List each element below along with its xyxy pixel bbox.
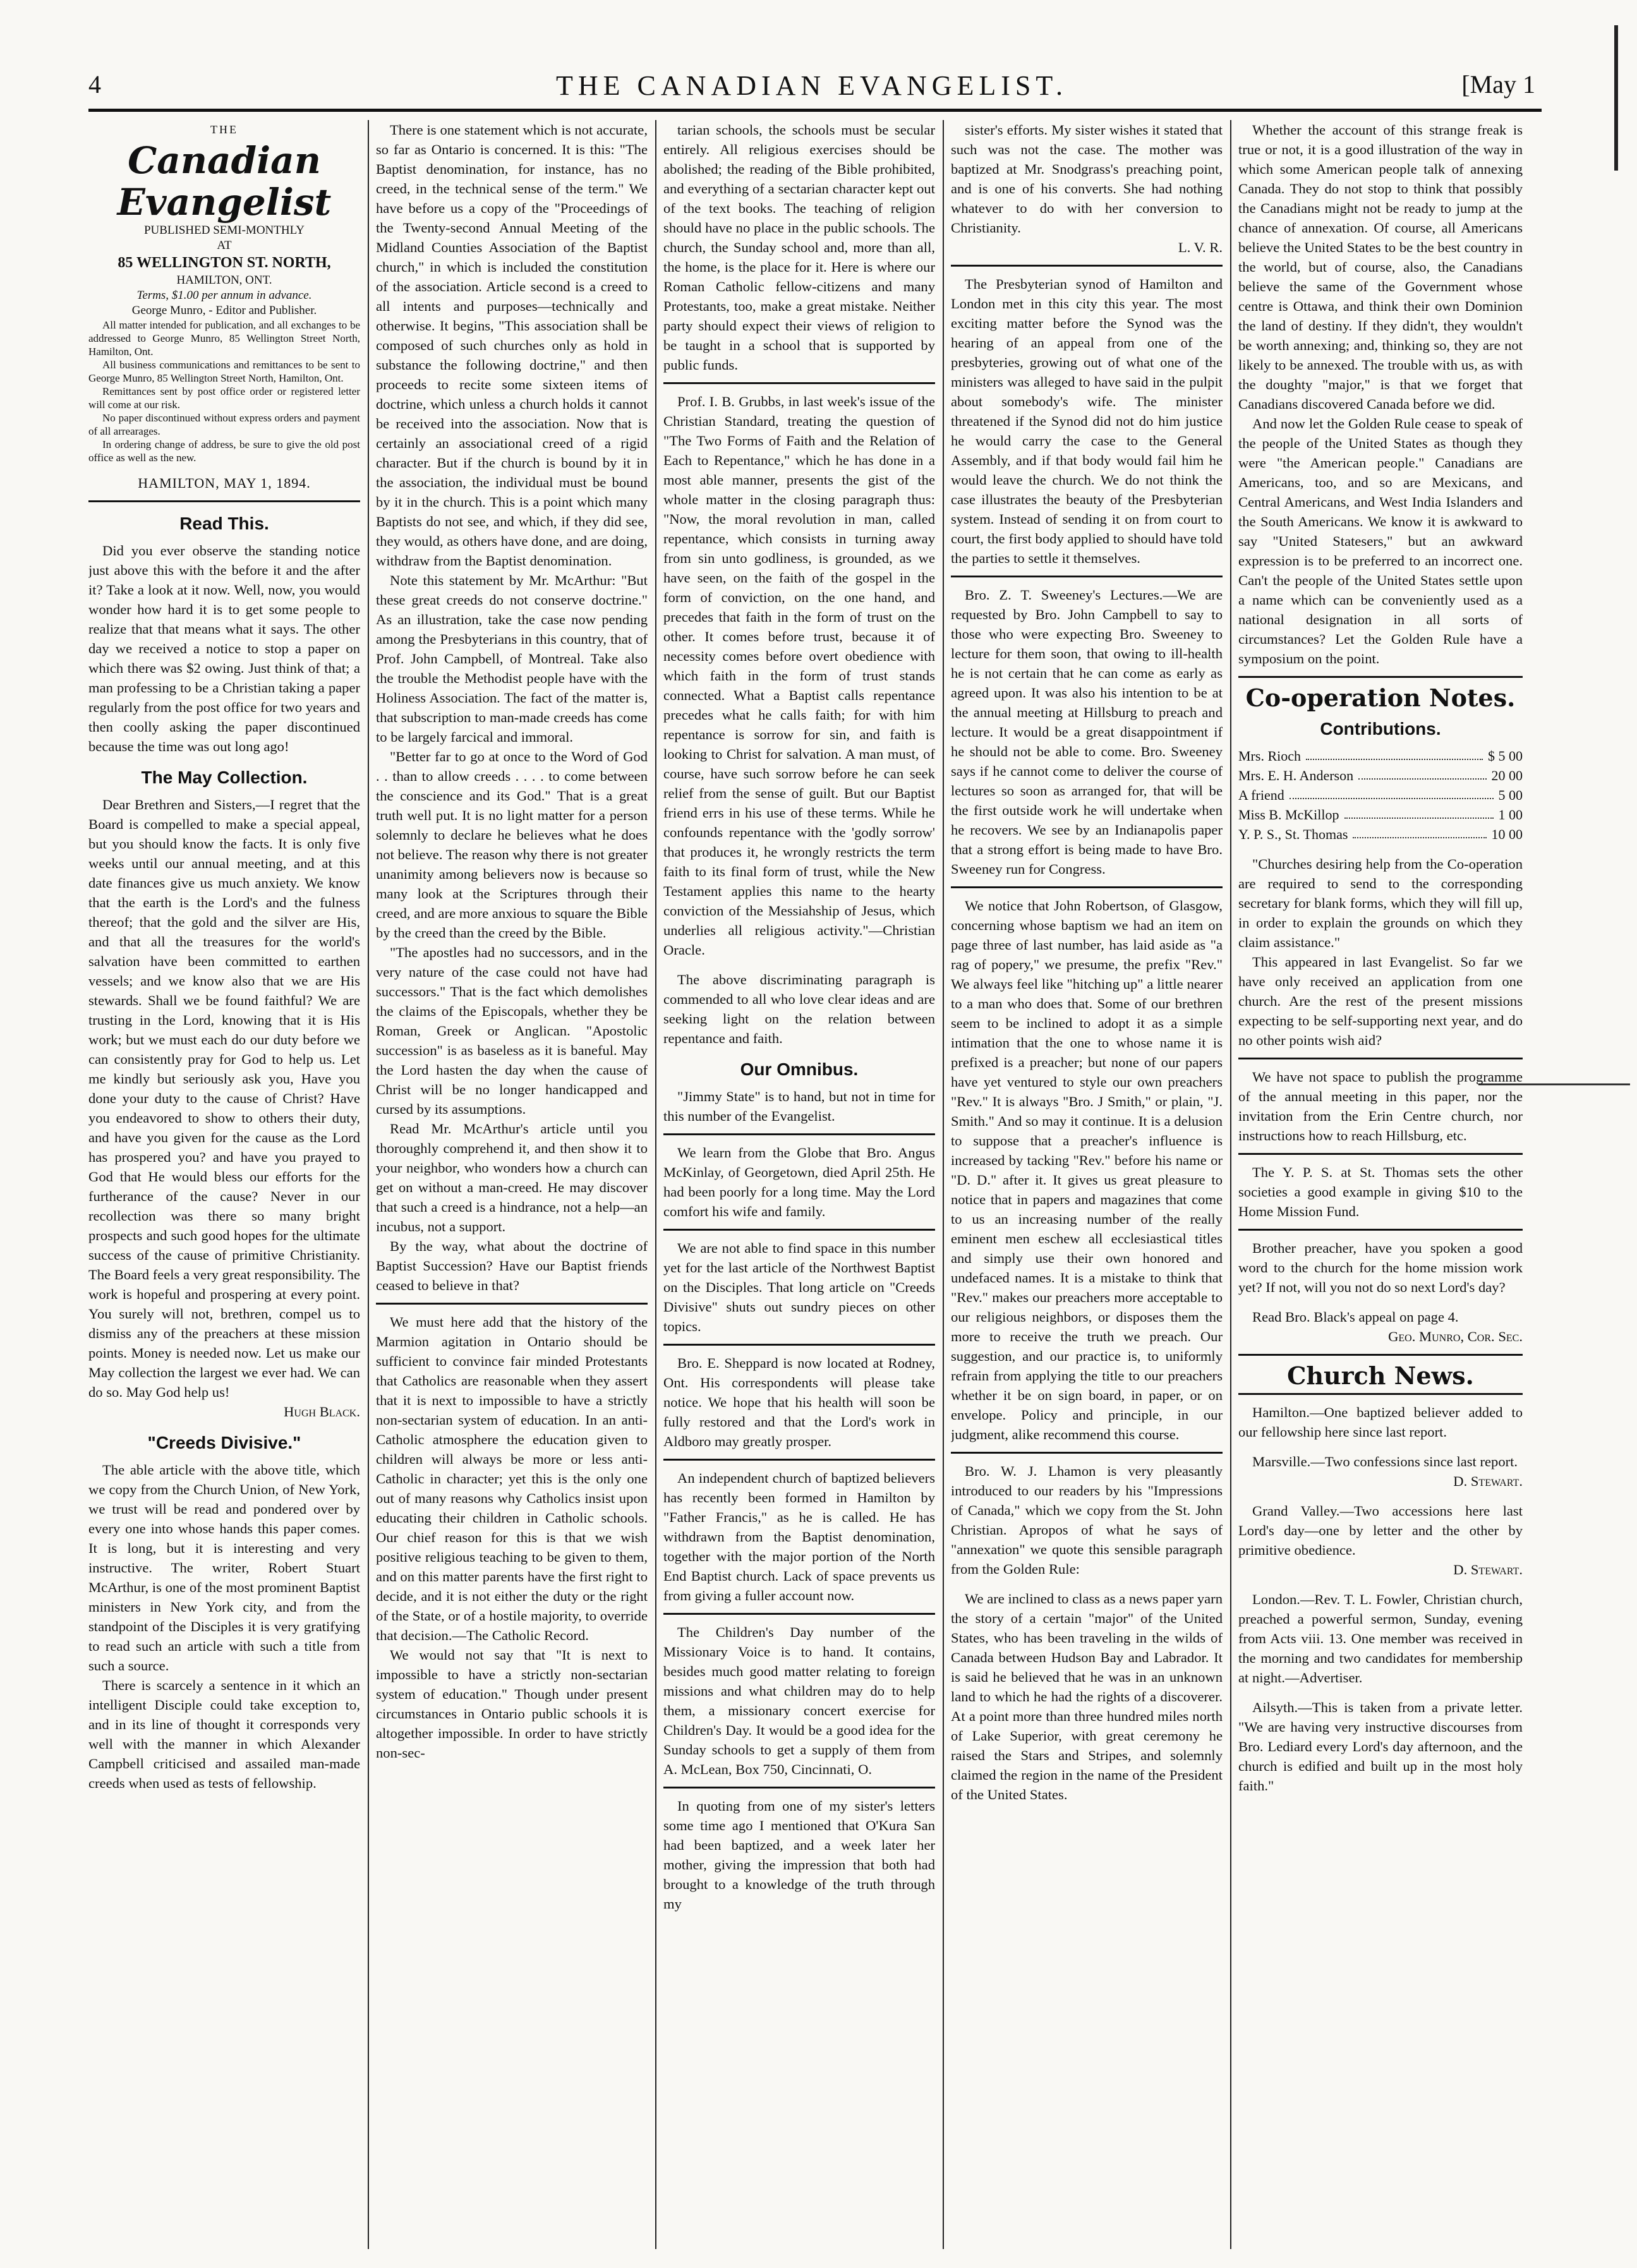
article-paragraph: This appeared in last Evangelist. So far we have only received an application from one church. Are the rest of the present missions expecting to be self-supporting next year, and do no other points wish aid? [1238, 954, 1523, 1048]
article-paragraph: The Y. P. S. at St. Thomas sets the other societies a good example in giving $10 to the Home Mission Fund. [1238, 1164, 1523, 1219]
masthead-terms: Terms, $1.00 per annum in advance. [136, 289, 312, 302]
columns [88, 120, 1548, 2262]
article-paragraph: The above discriminating paragraph is commended to all who love clear ideas and are seeking light on the relation between repentance and faith. [663, 972, 935, 1046]
column-1 [88, 120, 360, 2249]
article-paragraph: Bro. Z. T. Sweeney's Lectures.—We are requested by Bro. John Campbell to say to those who were expecting Bro. Sweeney to lecture for them soon, that owing to ill-health he is not certain that he can come as early as agreed upon. It was also his intention to be at the annual meeting at Hillsburg to preach and lecture. It would be a great disappointment if he should not be able to come. Bro. Sweeney says if he cannot come to deliver the course of lectures so soon as arranged for, that will be the first outside work he will undertake when he recovers. We see by an Indianapolis paper that a strong effort is being made to have Bro. Sweeney run for Congress. [951, 587, 1223, 877]
masthead-published: PUBLISHED SEMI-MONTHLY [143, 224, 305, 237]
article-paragraph: Grand Valley.—Two accessions here last Lord's day—one by letter and the other by primitive obedience. [1238, 1503, 1523, 1558]
separator [663, 1133, 935, 1135]
heading-creeds-divisive: "Creeds Divisive." [147, 1433, 301, 1452]
notice: All matter intended for publication, and all exchanges to be addressed to George Munro, 85 Wellington Street North, Hamilton, Ont. [88, 319, 360, 358]
contribution-row [1238, 824, 1523, 844]
separator [951, 1452, 1223, 1454]
article-paragraph: We are not able to find space in this number yet for the last article of the Northwest Baptist on the Disciples. That long article on "Creeds Divisive" shuts out sundry pieces on other topics. [663, 1240, 935, 1334]
article-paragraph: Did you ever observe the standing notice just above this with the before it and the after it? Take a look at it now. Well, now, you would wonder how hard it is to get some people to realize that that means what it says. The other day we received a notice to stop a paper on which there was $2 owing. Just think of that; a man professing to be a Christian taking a paper regularly from the post office for two years and then coolly asking the paper discontinued because the time was out long ago! [88, 543, 360, 754]
article-paragraph: The Presbyterian synod of Hamilton and London met in this city this year. The most exciting matter before the Synod was the hearing of an appeal from one of the presbyteries, growing out of what one of the ministers was alleged to have said in the pulpit about somebody's wife. The minister threatened if the Synod did not do him justice he would carry the case to the General Assembly, and if that body would fail him he would leave the church. We do not think the case illustrates the beauty of the Presbyterian system. Instead of sending it on from court to court, the first body applied to should have told the parties to settle it themselves. [951, 276, 1223, 566]
separator [1238, 1393, 1523, 1395]
contribution-amount: 5 00 [1498, 787, 1523, 803]
contributor-name: A friend [1238, 787, 1284, 803]
separator [1238, 1058, 1523, 1059]
heading-may-collection: The May Collection. [141, 768, 308, 787]
article-paragraph: Bro. E. Sheppard is now located at Rodney, Ont. His correspondents will please take notice. We hope that his health will soon be fully restored and that the Lord's work in Aldboro may greatly prosper. [663, 1355, 935, 1449]
heading-contributions: Contributions. [1320, 719, 1441, 739]
column-rule [1230, 120, 1231, 2249]
article-paragraph: "The apostles had no successors, and in the very nature of the case could not have had successors." That is the fact which demolishes the claims of the Episcopals, whether they be Roman, Greek or Anglican. "Apostolic succession" is as baseless as it is baneful. May the Lord hasten the day when the cause of Christ will be no longer handicapped and cursed by its assumptions. [376, 944, 648, 1117]
signature: D. Stewart. [1453, 1562, 1523, 1577]
contribution-row [1238, 746, 1523, 766]
separator [1238, 1229, 1523, 1231]
article-paragraph: The Children's Day number of the Missionary Voice is to hand. It contains, besides much good matter relating to foreign missions and what children may do to help them, a missionary concert exercise for Children's Day. It would be a good idea for the Sunday schools to get a supply of them from A. McLean, Box 750, Cincinnati, O. [663, 1624, 935, 1777]
article-paragraph: Read Mr. McArthur's article until you thoroughly comprehend it, and then show it to your neighbor, who wonders how a church can get on without a man-creed. He may discover that such a creed is a hindrance, not a help—an incubus, not a support. [376, 1121, 648, 1234]
contribution-row [1238, 785, 1523, 805]
separator [951, 265, 1223, 267]
article-paragraph: We notice that John Robertson, of Glasgow, concerning whose baptism we had an item on page three of last number, has laid aside as "a rag of popery," we presume, the prefix "Rev." We always feel like "hitching up" a little nearer to a man who does that. Some of our brethren seem to be inclined to adopt it as a simple intimation that the one to whose name it is prefixed is a preacher; but none of our papers have yet ventured to style our own preachers "Rev." It is always "Bro. J Smith," or plain, "J. Smith." And so may it continue. It is a delusion to suppose that a preacher's influence is increased by tacking "Rev." before his name or "D. D." after it. It gives us great pleasure to notice that in papers and magazines that come to us an increasing number of the really eminent men eschew all ecclesiastical titles and simply use their own honored and undefaced names. It is a mistake to think that "Rev." makes our preachers more acceptable to our religious neighbors, or disposes them the more to receive the truth we preach. Our suggestion, and our practice is, to uniformly refrain from applying the title to our preachers whether it be on sign board, in paper, or on envelope. Policy and principle, in our judgment, alike recommend this course. [951, 898, 1223, 1442]
signature: L. V. R. [1178, 239, 1223, 255]
article-paragraph: And now let the Golden Rule cease to speak of the people of the United States as though they were "the American people." Canadians are Americans, too, and so are Mexicans, and Central Americans, and West India Islanders and the South Americans. We know it is awkward to say "United Statesers," but an awkward expression is to be preferred to an incorrect one. Can't the people of the United States settle upon a name which can be conveniently used as a national designation in all sorts of circumstances? Let the Golden Rule have a symposium on the point. [1238, 416, 1523, 667]
column-3 [663, 120, 935, 2249]
notice: All business communications and remittances to be sent to George Munro, 85 Wellington Street North, Hamilton, Ont. [88, 359, 360, 384]
article-paragraph: Prof. I. B. Grubbs, in last week's issue of the Christian Standard, treating the question of "The Two Forms of Faith and the Relation of Each to Repentance," which he has done in a most able manner, presents the gist of the whole matter in the closing paragraph thus: "Now, the moral revolution in man, called repentance, which consists in turning away from sin unto godliness, is grounded, as we have seen, on the faith of the gospel in the form of conviction, on the one hand, and precedes that faith in the form of trust on the other. It comes before trust, because it of necessity comes before overt obedience with which faith in the form of trust stands connected. What a Baptist calls repentance precedes what he calls faith; for with him repentance is sorrow for sin, and faith is looking to Christ for salvation. A man must, of course, have such sorrow before he can seek relief from the sense of guilt. But our Baptist friend errs in his use of these terms. While he confounds repentance with the 'godly sorrow' that produces it, he wrongly restricts the term faith to its final form of trust, while the New Testament applies this name to the hearty conviction of the Messiahship of Jesus, which underlies all religious activity."—Christian Oracle. [663, 394, 935, 958]
header-rule [88, 109, 1542, 112]
separator [663, 1459, 935, 1461]
masthead-name: Canadian Evangelist [117, 139, 332, 224]
article-paragraph: There is one statement which is not accurate, so far as Ontario is concerned. It is this: "The Baptist denomination, for instance, has no creed, in the technical sense of the term." We have before us a copy of the "Proceedings of the Twenty-second Annual Meeting of the Midland Counties Association of the Baptist church," in which is included the constitution of the association. Article second is a creed to all intents and purposes—technically and otherwise. It begins, "This association shall be composed of such churches only as hold in substance the following doctrine," and then proceeds to recite some sixteen items of doctrine, which unless a church holds it cannot be received into the association. Now that is certainly an associational creed of a rigid character. But if the church is bound by it in the association, the individual must be bound by it in the church. This is a point which many Baptists do not see, and which, if they did see, they would, as others have done, and are doing, withdraw from the Baptist denomination. [376, 122, 648, 569]
masthead-city: HAMILTON, ONT. [176, 274, 272, 287]
heading-our-omnibus: Our Omnibus. [740, 1059, 859, 1079]
separator [1238, 1153, 1523, 1155]
article-paragraph: "Jimmy State" is to hand, but not in time for this number of the Evangelist. [663, 1089, 935, 1124]
issue-date: [May 1 [1461, 70, 1535, 99]
column-4 [951, 120, 1223, 2249]
page-header [88, 69, 1535, 107]
masthead-editor: George Munro, - Editor and Publisher. [131, 304, 317, 317]
page-number: 4 [88, 70, 101, 99]
notice: Remittances sent by post office order or registered letter will come at our risk. [88, 385, 360, 411]
contribution-row [1238, 766, 1523, 785]
article-paragraph: "Churches desiring help from the Co-operation are required to send to the corresponding secretary for blank forms, which they will fill up, in order to explain the grounds on which they claim assistance." [1238, 856, 1523, 950]
article-paragraph: tarian schools, the schools must be secular entirely. All religious exercises should be abolished; the reading of the Bible prohibited, and everything of a sectarian character kept out of the text books. The teaching of religion should have no place in the public schools. The church, the Sunday school and, more than all, the home, is the place for it. Here is where our Roman Catholic fellow-citizens and many Protestants, too, make a great mistake. Neither party should expect their views of religion to be taught in a school that is supported by public funds. [663, 122, 935, 373]
contributions-list [1238, 746, 1523, 844]
article-paragraph: By the way, what about the doctrine of Baptist Succession? Have our Baptist friends ceased to believe in that? [376, 1238, 648, 1293]
article-paragraph: We learn from the Globe that Bro. Angus McKinlay, of Georgetown, died April 25th. He had been poorly for a long time. May the Lord comfort his wife and family. [663, 1145, 935, 1219]
article-paragraph: Read Bro. Black's appeal on page 4. [1252, 1309, 1459, 1325]
masthead-address: 85 WELLINGTON ST. NORTH, [118, 255, 331, 271]
column-5 [1238, 120, 1523, 2249]
dateline: HAMILTON, MAY 1, 1894. [138, 475, 311, 491]
contribution-amount: 1 00 [1498, 807, 1523, 823]
contribution-amount: 20 00 [1491, 768, 1523, 783]
separator [88, 500, 360, 502]
article-paragraph: There is scarcely a sentence in it which an intelligent Disciple could take exception to, and in its line of thought it corresponds very well with the manner in which Alexander Campbell criticised and assailed man-made creeds when used as tests of fellowship. [88, 1677, 360, 1791]
article-paragraph: London.—Rev. T. L. Fowler, Christian church, preached a powerful sermon, Sunday, evening from Acts viii. 13. One member was received in the morning and two candidates for membership at night.—Advertiser. [1238, 1591, 1523, 1686]
article-paragraph: Bro. W. J. Lhamon is very pleasantly introduced to our readers by his "Impressions of Canada," which we copy from the St. John Christian. Apropos of what he says of "annexation" we quote this sensible paragraph from the Golden Rule: [951, 1463, 1223, 1577]
column-rule [655, 120, 656, 2249]
article-paragraph: We are inclined to class as a news paper yarn the story of a certain "major" of the United States, who has been traveling in the wilds of Canada between Hudson Bay and Labrador. It is said he believed that he was in an unknown land to which he had the rights of a discoverer. At a point more than three hundred miles north of Lake Superior, with great ceremony he raised the Stars and Stripes, and solemnly claimed the region in the name of the President of the United States. [951, 1591, 1223, 1802]
notice: In ordering change of address, be sure to give the old post office as well as the new. [88, 438, 360, 464]
signature: Geo. Munro, Cor. Sec. [1388, 1329, 1523, 1344]
separator [376, 1303, 648, 1305]
heading-church-news: Church News. [1287, 1361, 1474, 1390]
article-paragraph: Brother preacher, have you spoken a good word to the church for the home mission work yet? If not, will you not do so next Lord's day? [1238, 1240, 1523, 1295]
article-paragraph: Hamilton.—One baptized believer added to our fellowship here since last report. [1238, 1404, 1523, 1440]
column-2 [376, 120, 648, 2249]
contribution-amount: 10 00 [1491, 826, 1523, 842]
masthead-the: THE [210, 123, 238, 136]
article-paragraph: We would not say that "It is next to impossible to have a strictly non-sectarian system of education." Though under present circumstances in Ontario public schools it is altogether impossible. In order to have strictly non-sec- [376, 1647, 648, 1761]
separator [1238, 676, 1523, 678]
separator [663, 1229, 935, 1231]
article-paragraph: Note this statement by Mr. McArthur: "But these great creeds do not conserve doctrine." As an illustration, take the case now pending among the Presbyterians in this country, that of Prof. John Campbell, of Montreal. Take also the trouble the Methodist people have with the Holiness Association. The fact of the matter is, that subscription to man-made creeds has come to be largely farcical and immoral. [376, 572, 648, 745]
paper-title: THE CANADIAN EVANGELIST. [556, 70, 1068, 101]
article-paragraph: In quoting from one of my sister's letters some time ago I mentioned that O'Kura San had been baptized, and a week later her mother, giving the impression that both had brought to a knowledge of the truth through my [663, 1798, 935, 1912]
separator [951, 886, 1223, 888]
separator [663, 1344, 935, 1346]
separator [663, 1787, 935, 1788]
article-paragraph: Ailsyth.—This is taken from a private letter. "We are having very instructive discourses from Bro. Lediard every Lord's day afternoon, and the church is edified and built up in the most holy faith." [1238, 1699, 1523, 1794]
separator [951, 576, 1223, 577]
notice: No paper discontinued without express orders and payment of all arrearages. [88, 412, 360, 437]
article-paragraph: The able article with the above title, which we copy from the Church Union, of New York, we trust will be read and pondered over by every one into whose hands this paper comes. It is long, but it is interesting and very instructive. The writer, Robert Stuart McArthur, is one of the most prominent Baptist ministers in New York city, and from the standpoint of the Disciples it is very gratifying to read such an article with such a title from such a source. [88, 1462, 360, 1674]
article-paragraph: We must here add that the history of the Marmion agitation in Ontario should be sufficient to convince fair minded Protestants that Catholics are reasonable when they assert that it is next to impossible to have a strictly non-sectarian system of education. In an anti-Catholic atmosphere the education given to children will always be more or less anti-Catholic in character; yet this is the only one out of many reasons why Catholics insist upon educating their children in Catholic schools. Our chief reason for this is that we wish positive religious teaching to be given to them, and on this matter parents have the first right to decide, and it is not either the duty or the right of the State, or of a hostile majority, to override that decision.—The Catholic Record. [376, 1314, 648, 1643]
contributor-name: Mrs. Rioch [1238, 748, 1301, 764]
article-paragraph: Whether the account of this strange freak is true or not, it is a good illustration of the way in which some American people talk of annexing Canada. They do not stop to think that possibly the Canadians might not be ready to jump at the chance of annexation. Of course, all Americans believe the United States to be the best country in the world, but of course, also, the Canadians believe the same of the Government whose centre is Ottawa, and think their own Dominion the land of destiny. If they didn't, they wouldn't be worth annexing; and, thinking so, they are not likely to be annexed. The trouble with us, as with the doughty "major," is that we forget that Canadians discovered Canada before we did. [1238, 122, 1523, 412]
article-paragraph: Marsville.—Two confessions since last report. [1252, 1454, 1518, 1469]
separator [1238, 1354, 1523, 1356]
masthead-at: AT [217, 239, 232, 252]
column-rule [368, 120, 369, 2249]
article-paragraph: Dear Brethren and Sisters,—I regret that the Board is compelled to make a special appeal, but you should know the facts. It is only five weeks until our annual meeting, and at this date finances give us much anxiety. We know that the earth is the Lord's and the fulness thereof; that the gold and the silver are His, and that all the treasures for the world's salvation have been committed to earthen vessels; and we know also that we are His stewards. Shall we be found faithful? We are trusting in the Lord, knowing that it is His work; but we must each do our duty before we can consistently pray for God to help us. Let me kindly but seriously ask you, Have you done your duty to the cause of Christ? Have you endeavored to show to others their duty, and have you given for the cause as the Lord has prospered you? and have you prayed to God that He would bless our efforts for the furtherance of the cause? Never in our recollection was there so many bright prospects and such good hopes for the ultimate success of the cause of primitive Christianity. The Board feels a very great responsibility. The work is hopeful and prospering at every point. You surely will not, brethren, compel us to dismiss any of the preachers at these mission points. Money is needed now. Let us make our May collection the largest we ever had. We can do so. May God help us! [88, 797, 360, 1400]
contribution-row [1238, 805, 1523, 824]
heading-co-operation-notes: Co-operation Notes. [1245, 684, 1516, 712]
article-paragraph: An independent church of baptized believers has recently been formed in Hamilton by "Father Francis," as he is called. He has withdrawn from the Baptist denomination, together with the major portion of the North End Baptist church. Lack of space prevents us from giving a fuller account now. [663, 1470, 935, 1603]
article-paragraph: We have not space to publish the programme of the annual meeting in this paper, nor the invitation from the Erin Centre church, nor instructions how to reach Hillsburg, etc. [1238, 1069, 1523, 1143]
signature: D. Stewart. [1453, 1473, 1523, 1489]
page-edge-mark [1614, 25, 1618, 171]
contribution-amount: $ 5 00 [1488, 748, 1523, 764]
article-paragraph: sister's efforts. My sister wishes it stated that such was not the case. The mother was baptized at Mr. Snodgrass's preaching point, and is one of his converts. She had nothing whatever to do with her conversion to Christianity. [951, 122, 1223, 236]
column-rule [943, 120, 944, 2249]
masthead [88, 120, 360, 318]
contributor-name: Y. P. S., St. Thomas [1238, 826, 1348, 842]
contributor-name: Miss B. McKillop [1238, 807, 1339, 823]
contributor-name: Mrs. E. H. Anderson [1238, 768, 1354, 783]
article-paragraph: "Better far to go at once to the Word of God . . than to allow creeds . . . . to come between the conscience and its God." That is a great truth well put. It is no light matter for a person solemnly to declare he believes what he does not believe. The reason why there is not greater unanimity among believers now is because so many look at the Scriptures through their creed, and are more anxious to square the Bible by the creed than the creed by the Bible. [376, 749, 648, 941]
separator [663, 1613, 935, 1615]
signature: Hugh Black. [284, 1404, 360, 1420]
heading-read-this: Read This. [179, 514, 269, 533]
separator [663, 382, 935, 384]
